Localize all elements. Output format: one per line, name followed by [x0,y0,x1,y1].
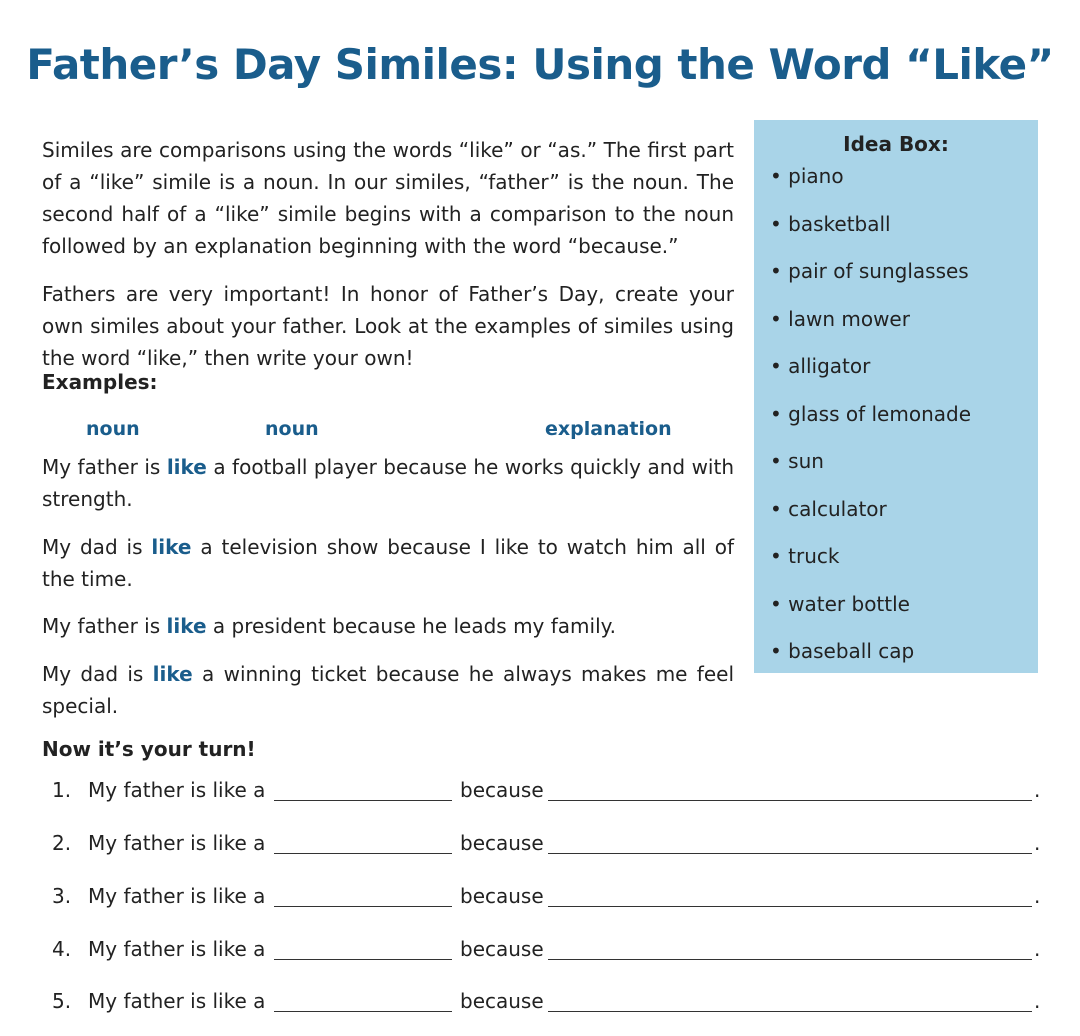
explanation-blank[interactable] [548,800,1032,801]
simile-row-5 [52,989,1042,1019]
idea-item-label: pair of sunglasses [788,259,969,283]
example-start: My father is [42,455,167,479]
because-label: because [460,937,544,961]
idea-item-label: baseball cap [788,639,915,663]
explanation-blank[interactable] [548,906,1032,907]
example-sentence [42,610,734,642]
row-number: 1. [52,778,72,802]
intro-paragraph-1: Similes are comparisons using the words “like” or “as.” The first part of a “like” simile is a noun. In our similes, “father” is the noun. The second half of a “like” simile begins with a comparison to the noun followed by an explanation beginning with the word “because.” [42,138,734,258]
idea-item-label: water bottle [788,591,910,616]
row-stem: My father is like a [88,884,266,908]
like-keyword: like [152,662,193,686]
idea-item-label: calculator [788,496,887,521]
simile-row-3 [52,884,1042,914]
noun-label-2: noun [265,418,319,440]
idea-item: • pair of sunglasses [770,259,969,283]
idea-item: • baseball cap [770,639,915,663]
example-rest: a football player because he works quickly and with strength. [42,455,735,511]
row-period: . [1034,937,1041,961]
because-label: because [460,778,544,802]
comparison-blank[interactable] [274,959,452,960]
idea-item-label: lawn mower [788,306,910,331]
row-stem: My father is like a [88,937,266,961]
intro-paragraph-2: Fathers are very important! In honor of Father’s Day, create your own similes about your father. Look at the examples of similes using the word “like,” then write your own! [42,282,734,370]
example-sentence [42,531,734,595]
explanation-blank[interactable] [548,853,1032,854]
because-label: because [460,831,544,855]
idea-item: • truck [770,544,840,568]
idea-box-title: Idea Box: [843,132,949,156]
because-label: because [460,989,544,1013]
example-rest: a television show because I like to watch him all of the time. [42,535,734,591]
row-period: . [1034,884,1041,908]
row-period: . [1034,989,1041,1013]
page-title: Father’s Day Similes: Using the Word “Like” [26,40,1054,89]
row-period: . [1034,778,1041,802]
idea-item-label: basketball [788,211,891,236]
example-rest: a winning ticket because he always makes me feel special. [42,662,734,718]
idea-item-label: alligator [788,354,871,378]
examples-heading: Examples: [42,370,158,394]
idea-item: • lawn mower [770,306,910,331]
explanation-blank[interactable] [548,1011,1032,1012]
like-keyword: like [166,614,207,638]
row-number: 5. [52,989,72,1013]
comparison-blank[interactable] [274,906,452,907]
idea-item: • glass of lemonade [770,401,972,426]
explanation-blank[interactable] [548,959,1032,960]
row-stem: My father is like a [88,989,266,1013]
idea-item: • water bottle [770,591,910,616]
example-sentence [42,451,734,515]
example-start: My dad is [42,662,153,686]
idea-item-label: sun [788,449,824,473]
row-stem: My father is like a [88,778,266,802]
your-turn-heading: Now it’s your turn! [42,737,256,761]
example-start: My dad is [42,535,152,559]
comparison-blank[interactable] [274,800,452,801]
noun-label-1: noun [86,418,140,440]
row-period: . [1034,831,1041,855]
simile-row-4 [52,937,1042,967]
idea-item-label: glass of lemonade [788,401,972,426]
idea-item: • sun [770,449,824,473]
idea-item: • alligator [770,354,871,378]
row-number: 2. [52,831,72,855]
example-sentence [42,658,734,722]
idea-item-label: truck [788,544,840,568]
explanation-label: explanation [545,418,672,440]
idea-item: • piano [770,164,844,188]
comparison-blank[interactable] [274,1011,452,1012]
comparison-blank[interactable] [274,853,452,854]
idea-item: • calculator [770,496,887,521]
because-label: because [460,884,544,908]
row-number: 3. [52,884,72,908]
idea-box [754,120,1038,673]
simile-row-2 [52,831,1042,861]
simile-row-1 [52,778,1042,808]
idea-item: • basketball [770,211,891,236]
idea-list [770,162,971,685]
idea-item-label: piano [788,164,844,188]
row-number: 4. [52,937,72,961]
like-keyword: like [166,455,207,479]
like-keyword: like [151,535,192,559]
row-stem: My father is like a [88,831,266,855]
example-rest: a president because he leads my family. [206,614,616,638]
example-start: My father is [42,614,167,638]
